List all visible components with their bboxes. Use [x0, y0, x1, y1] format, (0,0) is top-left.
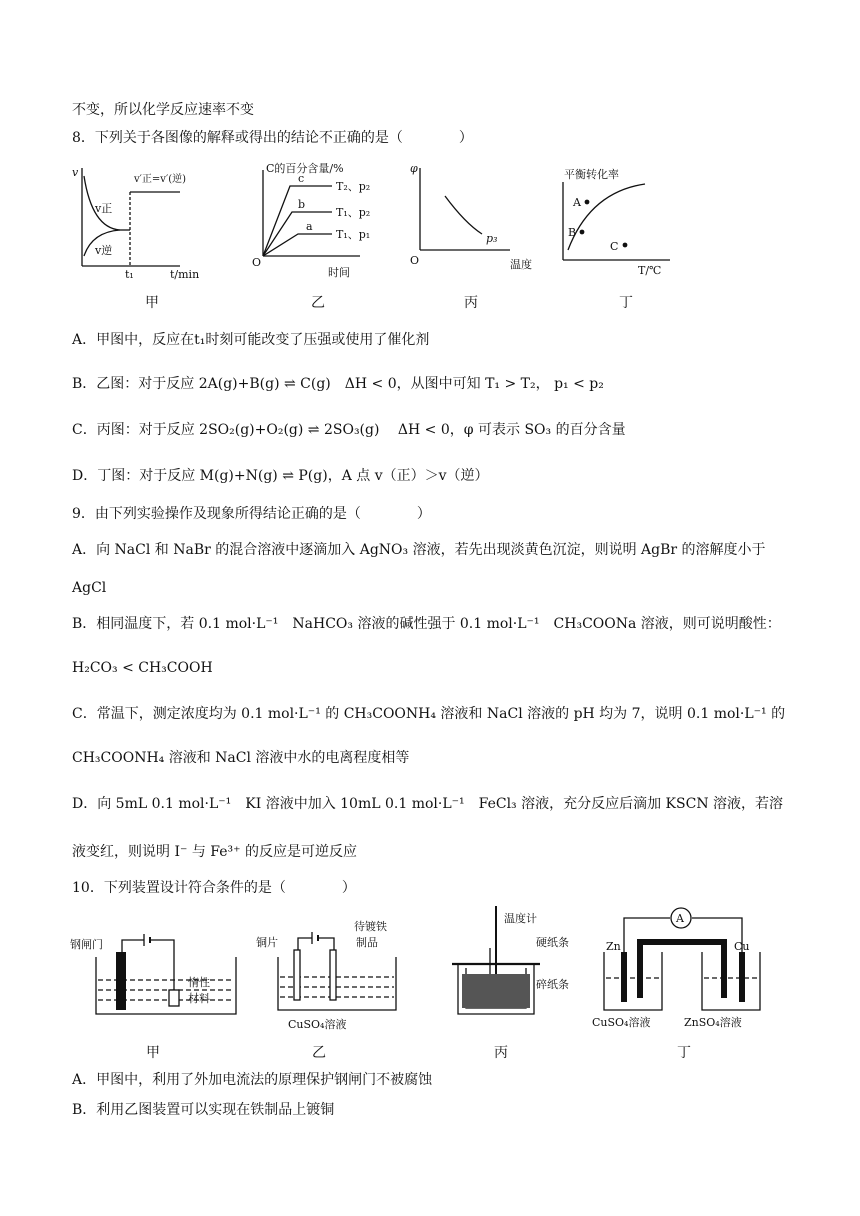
option-8d: D．丁图：对于反应 M(g)+N(g) ⇌ P(g)，A 点 v（正）＞v（逆） [72, 468, 489, 484]
fig8-caption-yi: 乙 [311, 295, 325, 311]
question-10: 10．下列装置设计符合条件的是（ ） [72, 880, 356, 896]
jia-v-zheng-label: v正 [95, 202, 113, 215]
fig10-caption-yi: 乙 [312, 1045, 326, 1061]
fig8-caption-ding: 丁 [619, 295, 633, 311]
ding-x-axis-label: T/℃ [638, 264, 662, 277]
ding-ammeter-label: A [676, 912, 684, 925]
ding-cuso4-label: CuSO₄溶液 [592, 1016, 651, 1029]
bing-y-axis-label: φ [410, 162, 418, 175]
bing-scrap-label: 碎纸条 [536, 978, 569, 991]
yi-curve-c-label: T₂、p₂ [336, 180, 371, 193]
figure-10 [66, 902, 766, 1038]
bing-curve-label: p₃ [486, 232, 498, 245]
yi-curve-a-label: T₁、p₁ [336, 228, 371, 241]
yi-y-axis-label: C的百分含量/% [266, 162, 344, 175]
option-8c: C．丙图：对于反应 2SO₂(g)+O₂(g) ⇌ 2SO₃(g) ΔH < 0，φ 可表示 SO₃ 的百分含量 [72, 422, 626, 438]
question-9: 9．由下列实验操作及现象所得结论正确的是（ ） [72, 506, 431, 522]
jia-gate-label: 钢闸门 [70, 938, 103, 951]
ding-point-c: C [610, 240, 619, 253]
option-9b-line2: H₂CO₃ < CH₃COOH [72, 660, 213, 676]
yi-item-label-1: 待镀铁 [354, 920, 387, 933]
option-9a-line2: AgCl [72, 580, 107, 596]
question-8: 8．下列关于各图像的解释或得出的结论不正确的是（ ） [72, 130, 473, 146]
option-9d-line2: 液变红，则说明 I⁻ 与 Fe³⁺ 的反应是可逆反应 [72, 844, 357, 860]
option-9a-line1: A．向 NaCl 和 NaBr 的混合溶液中逐滴加入 AgNO₃ 溶液，若先出现淡黄色沉淀，则说明 AgBr 的溶解度小于 [72, 542, 766, 558]
yi-solution-label: CuSO₄溶液 [288, 1018, 347, 1031]
text-continuation: 不变，所以化学反应速率不变 [72, 102, 254, 118]
yi-curve-b-label: T₁、p₂ [336, 206, 371, 219]
ding-zn-label: Zn [606, 940, 621, 953]
ding-point-b: B [568, 226, 577, 239]
figure-8 [70, 158, 690, 288]
yi-item-label-2: 制品 [356, 936, 378, 949]
fig10-caption-ding: 丁 [677, 1045, 691, 1061]
bing-card-label: 硬纸条 [536, 936, 569, 949]
option-8b: B．乙图：对于反应 2A(g)+B(g) ⇌ C(g) ΔH < 0，从图中可知 T₁ > T₂， p₁ < p₂ [72, 376, 604, 392]
option-10b: B．利用乙图装置可以实现在铁制品上镀铜 [72, 1102, 335, 1118]
ding-znso4-label: ZnSO₄溶液 [684, 1016, 742, 1029]
bing-x-axis-label: 温度 [510, 258, 532, 271]
yi-copper-label: 铜片 [256, 936, 278, 949]
option-9d-line1: D．向 5mL 0.1 mol·L⁻¹ KI 溶液中加入 10mL 0.1 mol·L⁻¹ FeCl₃ 溶液，充分反应后滴加 KSCN 溶液，若溶 [72, 796, 784, 812]
yi-curve-a: a [306, 220, 313, 233]
yi-x-axis-label: 时间 [328, 266, 350, 279]
option-9c-line2: CH₃COONH₄ 溶液和 NaCl 溶液中水的电离程度相等 [72, 750, 410, 766]
jia-v-ni-label: v逆 [95, 244, 113, 257]
yi-curve-c: c [298, 172, 305, 185]
jia-t1-label: t₁ [125, 268, 134, 281]
jia-equal-label: v′正=v′(逆) [134, 174, 187, 185]
bing-thermometer-label: 温度计 [504, 912, 537, 925]
jia-v-axis-label: v [72, 166, 79, 179]
option-9b-line1: B．相同温度下，若 0.1 mol·L⁻¹ NaHCO₃ 溶液的碱性强于 0.1 mol·L⁻¹ CH₃COONa 溶液，则可说明酸性： [72, 616, 781, 632]
jia-inert-label-2: 材料 [188, 992, 210, 1005]
yi-curve-b: b [298, 198, 306, 211]
bing-origin: O [410, 254, 420, 267]
ding-point-a: A [573, 196, 581, 209]
yi-origin: O [252, 256, 262, 269]
jia-inert-label-1: 惰性 [188, 976, 210, 989]
option-10a: A．甲图中，利用了外加电流法的原理保护钢闸门不被腐蚀 [72, 1072, 433, 1088]
jia-t-axis-label: t/min [170, 268, 200, 281]
ding-y-axis-label: 平衡转化率 [564, 168, 619, 181]
option-9c-line1: C．常温下，测定浓度均为 0.1 mol·L⁻¹ 的 CH₃COONH₄ 溶液和 NaCl 溶液的 pH 均为 7，说明 0.1 mol·L⁻¹ 的 [72, 706, 786, 722]
fig10-caption-jia: 甲 [146, 1045, 160, 1061]
option-8a: A．甲图中，反应在t₁时刻可能改变了压强或使用了催化剂 [72, 332, 430, 348]
fig8-caption-jia: 甲 [145, 295, 159, 311]
ding-cu-label: Cu [734, 940, 750, 953]
fig10-caption-bing: 丙 [494, 1045, 508, 1061]
fig8-caption-bing: 丙 [464, 295, 478, 311]
